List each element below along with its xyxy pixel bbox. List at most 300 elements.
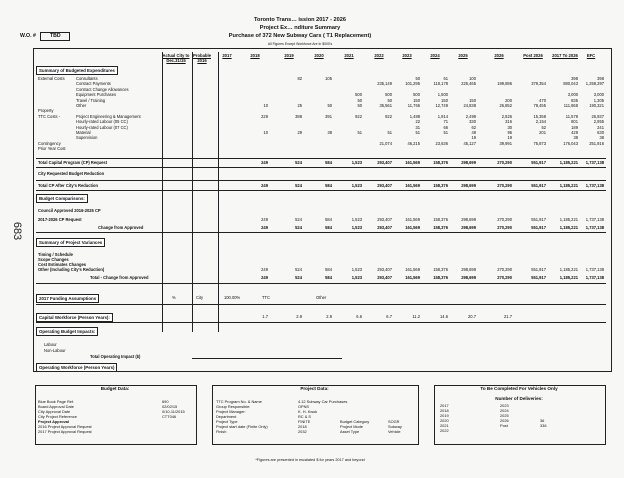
budget-data-value: 0/10-11/2015	[162, 409, 185, 414]
data-cell: 2,499	[465, 113, 476, 119]
grid-divider	[162, 52, 163, 332]
data-cell: 470	[539, 97, 546, 103]
data-cell: 500	[355, 92, 362, 98]
rule	[36, 304, 606, 305]
project-data-key: Department	[216, 414, 237, 419]
data-cell: 50	[327, 103, 332, 108]
data-cell: 24,838	[463, 103, 476, 108]
project-data-value: 2032	[298, 429, 307, 434]
data-cell: 1,500	[437, 92, 448, 98]
data-cell: 1,305	[593, 97, 604, 103]
section-operating-impacts: Operating Budget Impacts:	[36, 327, 98, 336]
budget-data-key: Board Approval Date	[38, 404, 74, 409]
project-extra-key: Asset Type	[340, 429, 360, 434]
data-cell: 293,407	[377, 225, 392, 230]
data-cell: 46,215	[407, 140, 420, 146]
data-cell: 21.7	[504, 314, 512, 319]
data-cell: 551,917	[531, 267, 546, 272]
project-data-key: Project Manager:	[216, 409, 246, 414]
data-cell: 45,127	[463, 140, 476, 146]
column-header: 2026	[494, 53, 504, 58]
delivery-year: 2017	[440, 403, 449, 408]
data-cell: 50	[387, 97, 392, 103]
data-cell: 71	[443, 119, 448, 125]
variance-label: Other (Including City's Reduction)	[38, 267, 105, 272]
column-header: EFC	[586, 53, 596, 58]
data-cell: 1,737,138	[585, 225, 604, 230]
expenditure-sheet	[33, 48, 612, 372]
delivery-count: 336	[540, 423, 547, 428]
column-header: 2022	[374, 53, 384, 58]
data-cell: 551,917	[531, 160, 546, 165]
data-cell: 551,917	[531, 217, 546, 222]
funding-other: Other	[316, 295, 327, 300]
delivery-year: 2023	[500, 403, 509, 408]
row-label: Consultants	[76, 76, 98, 81]
row-group-label: Prior Year Cost	[38, 146, 66, 152]
project-extra-value: SOGR	[388, 419, 400, 424]
data-cell: 293,407	[377, 267, 392, 272]
after-reduction-label: Total CP After City's Reduction	[38, 183, 99, 188]
side-handwritten-mark: 683	[11, 221, 24, 241]
data-cell: 1,523	[351, 160, 362, 165]
data-cell: 158,376	[433, 160, 448, 165]
data-cell: 225,465	[461, 81, 476, 87]
data-cell: 1,185,221	[559, 225, 578, 230]
header-line-3: Purchase of 372 New Subway Cars ( T1 Replacement)	[228, 33, 372, 39]
data-cell: 26,852	[499, 103, 512, 108]
data-cell: 10	[263, 130, 268, 135]
data-cell: 101,295	[405, 81, 420, 87]
row-label: Supervision	[76, 135, 98, 141]
row-label: Hourly-rated Labour (05 CC)	[76, 119, 128, 125]
vehicles-subtitle: Number of Deliveries:	[495, 396, 543, 401]
data-cell: 298,699	[461, 275, 476, 280]
budget-data-value: CTT046	[162, 414, 177, 419]
data-cell: 190,321	[589, 103, 604, 108]
budget-data-key: City Project Reference	[38, 414, 77, 419]
data-cell: 29	[297, 130, 302, 135]
data-cell: 21,074	[379, 140, 392, 146]
data-cell: 391	[325, 113, 332, 119]
data-cell: 249	[261, 160, 268, 165]
data-cell: 3,000	[593, 92, 604, 98]
column-header: 2020	[314, 53, 324, 58]
column-header: Actual City to Dec.31/15	[162, 53, 190, 63]
data-cell: 551,917	[531, 275, 546, 280]
data-cell: 584	[325, 267, 332, 272]
column-header: 2025	[458, 53, 468, 58]
data-cell: 229	[261, 113, 268, 119]
data-cell: 49	[471, 130, 476, 135]
variance-label: Scope Changes	[38, 257, 69, 262]
project-extra-value: Vehicle	[388, 429, 401, 434]
data-cell: 20.7	[468, 314, 476, 319]
data-cell: 161,569	[405, 183, 420, 188]
section-workforce: Capital Workforce (Person Years):	[36, 313, 113, 322]
data-cell: 111,868	[563, 103, 578, 108]
budget-data-key: Project Approval	[38, 419, 69, 424]
variance-total-label: Total - Change from Approved	[90, 275, 149, 280]
data-cell: 293,407	[377, 217, 392, 222]
row-group-label: Contingency	[38, 140, 61, 146]
data-cell: 298,699	[461, 217, 476, 222]
data-cell: 38	[599, 135, 604, 141]
wo-value-box: TBD	[40, 32, 70, 41]
section-funding: 2017 Funding Assumptions	[36, 294, 99, 303]
data-cell: 524	[295, 183, 302, 188]
data-cell: 11,766	[407, 103, 420, 108]
data-cell: 158,376	[433, 217, 448, 222]
project-data-key: Project Type	[216, 419, 238, 424]
data-cell: 379,354	[531, 81, 546, 87]
data-cell: 801	[571, 119, 578, 125]
data-cell: 524	[295, 160, 302, 165]
rule	[36, 158, 606, 159]
data-cell: 398	[597, 76, 604, 81]
data-cell: 398	[571, 76, 578, 81]
variance-label: Cost Estimates Changes	[38, 262, 87, 267]
data-cell: 1,185,221	[559, 217, 578, 222]
data-cell: 61	[443, 76, 448, 81]
data-cell: 161,569	[405, 267, 420, 272]
row-label: Project Engineering & Management	[76, 113, 141, 119]
data-cell: 249	[261, 225, 268, 230]
data-cell: 51	[357, 130, 362, 135]
data-cell: 241	[597, 124, 604, 130]
op-nonlabour-label: Non-Labour	[44, 348, 66, 353]
data-cell: 161,569	[405, 225, 420, 230]
data-cell: 1,523	[351, 225, 362, 230]
data-cell: 270,290	[497, 225, 512, 230]
data-cell: 298,699	[461, 160, 476, 165]
data-cell: 25	[297, 103, 302, 108]
grid-divider	[192, 52, 193, 332]
data-cell: 78,455	[533, 103, 546, 108]
row-label: Material	[76, 130, 91, 135]
data-cell: 551,917	[531, 183, 546, 188]
data-cell: 62	[471, 124, 476, 130]
column-header: 2024	[430, 53, 440, 58]
delivery-count: 36	[540, 418, 545, 423]
data-cell: 293,407	[377, 275, 392, 280]
op-labour-label: Labour	[44, 342, 57, 347]
data-cell: 31	[415, 124, 420, 130]
data-cell: 1,185,221	[559, 267, 578, 272]
data-cell: 6.6	[356, 314, 362, 319]
data-cell: 298,699	[461, 225, 476, 230]
wo-field	[20, 32, 70, 41]
row-label: Contract Change Allowances	[76, 86, 129, 92]
data-cell: 524	[295, 217, 302, 222]
project-data-value: 4.12 Subway Car Purchases	[298, 399, 348, 404]
budget-data-key: 2017 Project Approval Request	[38, 429, 92, 434]
section-project-variances: Summary of Project Variances	[36, 238, 105, 247]
data-cell: 249	[261, 275, 268, 280]
data-cell: 38	[327, 130, 332, 135]
data-cell: 584	[325, 160, 332, 165]
data-cell: 105	[325, 76, 332, 81]
data-cell: 330	[469, 119, 476, 125]
data-cell: 584	[325, 183, 332, 188]
data-cell: 150	[413, 97, 420, 103]
data-cell: 51	[387, 130, 392, 135]
data-cell: 50	[357, 103, 362, 108]
header-line-1: Toronto Trans… ission 2017 - 2026	[254, 17, 346, 23]
column-header: 2023	[402, 53, 412, 58]
data-cell: 158,376	[433, 267, 448, 272]
data-cell: 3,000	[567, 92, 578, 98]
data-cell: 1,737,138	[585, 217, 604, 222]
data-cell: 524	[295, 267, 302, 272]
data-cell: 96	[507, 130, 512, 135]
data-cell: 1.7	[262, 314, 268, 319]
section-summary: Summary of Budgeted Expenditures	[36, 66, 118, 75]
data-cell: 551,917	[531, 225, 546, 230]
row-group-label: TTC Costs -	[38, 113, 61, 119]
project-data-value: RC & S	[298, 414, 311, 419]
delivery-year: 2024	[500, 408, 509, 413]
section-op-workforce: Operating Workforce (Person Years)	[36, 363, 117, 372]
project-data-value: OPNS	[298, 404, 310, 409]
data-cell: 500	[413, 92, 420, 98]
data-cell: 500	[385, 92, 392, 98]
data-cell: 1,523	[351, 183, 362, 188]
data-cell: 51	[415, 130, 420, 135]
vehicles-panel	[434, 385, 606, 445]
data-cell: 249	[261, 183, 268, 188]
row-group-label: External Costs	[38, 76, 65, 81]
data-cell: 1,488	[409, 113, 420, 119]
op-total-label: Total Operating Impact ($)	[90, 354, 141, 359]
rule	[36, 167, 606, 168]
row-label: Travel / Training	[76, 97, 106, 103]
data-cell: 158,376	[433, 275, 448, 280]
column-header: 2018	[250, 53, 260, 58]
data-cell: 200	[505, 97, 512, 103]
data-cell: 1,914	[437, 113, 448, 119]
data-cell: 158,376	[433, 183, 448, 188]
data-cell: 52	[541, 124, 546, 130]
data-cell: 1,523	[351, 275, 362, 280]
data-cell: 15,358	[533, 113, 546, 119]
data-cell: 270,290	[497, 183, 512, 188]
data-cell: 1,737,138	[585, 183, 604, 188]
total-cp-label: Total Capital Program (CP) Request	[38, 160, 108, 165]
project-data-title: Project Data:	[300, 386, 329, 391]
data-cell: 26,937	[591, 113, 604, 119]
data-cell: 251,916	[589, 140, 604, 146]
grid-divider	[218, 52, 219, 332]
data-cell: 235,149	[377, 81, 392, 87]
data-cell: 161,569	[405, 275, 420, 280]
budget-data-value: 690	[162, 399, 169, 404]
column-header: 2017	[222, 53, 232, 58]
budget-data-key: City Approval Date	[38, 409, 71, 414]
data-cell: 524	[295, 275, 302, 280]
budget-data-key: Blue Book Page Ref.	[38, 399, 75, 404]
project-extra-key: Budget Category	[340, 419, 370, 424]
data-cell: 39,991	[499, 140, 512, 146]
data-cell: 922	[385, 113, 392, 119]
data-cell: 22	[415, 119, 420, 125]
data-cell: 1,737,138	[585, 267, 604, 272]
data-cell: 298,699	[461, 183, 476, 188]
data-cell: 12,749	[435, 103, 448, 108]
data-cell: 293,407	[377, 160, 392, 165]
data-cell: 922	[355, 113, 362, 119]
data-cell: 524	[295, 225, 302, 230]
funding-ttc: TTC	[262, 295, 270, 300]
data-cell: 189	[571, 124, 578, 130]
data-cell: 835	[571, 97, 578, 103]
data-cell: 270,290	[497, 217, 512, 222]
comparison-label: Council Approved 2016-2025 CP	[38, 208, 101, 213]
data-cell: 584	[325, 275, 332, 280]
budget-data-title: Budget Data:	[100, 386, 130, 391]
project-extra-key: Project Mode	[340, 424, 363, 429]
data-cell: 11.2	[412, 314, 420, 319]
data-cell: 150	[469, 97, 476, 103]
delivery-year: 2018	[440, 408, 449, 413]
project-data-panel	[212, 385, 419, 445]
delivery-year: 2020	[440, 418, 449, 423]
data-cell: 1,523	[351, 267, 362, 272]
column-header: 2017 To 2026	[552, 53, 578, 58]
data-cell: 201	[539, 130, 546, 135]
data-cell: 6.7	[386, 314, 392, 319]
city-reduction-label: City Requested Budget Reduction	[38, 171, 105, 176]
data-cell: 298,699	[461, 267, 476, 272]
delivery-year: 2021	[440, 423, 449, 428]
data-cell: 270,290	[497, 275, 512, 280]
delivery-year: 2026	[500, 418, 509, 423]
project-data-value: FINITE	[298, 419, 311, 424]
data-cell: 51	[443, 130, 448, 135]
delivery-year: 2025	[500, 413, 509, 418]
rule	[192, 358, 342, 359]
column-header: 2021	[344, 53, 354, 58]
data-cell: 158,376	[433, 225, 448, 230]
data-cell: 293,407	[377, 183, 392, 188]
data-cell: 2,826	[501, 113, 512, 119]
data-cell: 249	[261, 217, 268, 222]
data-cell: 11,578	[565, 113, 578, 119]
funding-city: City	[196, 295, 204, 300]
rule	[36, 180, 606, 181]
budget-data-key: 2016 Project Approval Request	[38, 424, 92, 429]
data-cell: 23,636	[435, 140, 448, 146]
wo-label: W.O. #	[20, 33, 36, 39]
rule	[36, 232, 606, 233]
data-cell: 2,154	[535, 119, 546, 125]
data-cell: 10	[263, 103, 268, 108]
header-line-2: Project Ex… nditure Summary	[259, 25, 341, 31]
project-data-key: Group Responsible:	[216, 404, 251, 409]
data-cell: 75,873	[533, 140, 546, 146]
data-cell: 35,561	[379, 103, 392, 108]
footnote: *Figures are presented in escalated $ for years 2017 and beyond	[255, 458, 365, 462]
funding-pct: %	[172, 295, 176, 300]
variance-label: Timing / Schedule	[38, 252, 73, 257]
document-header	[180, 16, 420, 48]
data-cell: 1,185,221	[559, 275, 578, 280]
vehicles-title: To Be Completed For Vehicles Only	[480, 386, 558, 391]
comparison-label: 2017-2026 CP Request	[38, 217, 82, 222]
rule	[36, 190, 606, 191]
delivery-year: 2022	[440, 428, 449, 433]
row-label: Equipment Purchases	[76, 92, 117, 98]
data-cell: 1,185,221	[559, 160, 578, 165]
data-cell: 270,290	[497, 160, 512, 165]
data-cell: 1,259,397	[585, 81, 604, 87]
project-extra-value: Subway	[388, 424, 402, 429]
budget-data-value: 02/02/15	[162, 404, 178, 409]
data-cell: 50	[415, 76, 420, 81]
column-header: Post 2026	[523, 53, 543, 58]
delivery-year: Post	[500, 423, 508, 428]
project-data-key: Finish	[216, 429, 227, 434]
row-label: Contract Payments	[76, 81, 111, 87]
data-cell: 14.6	[440, 314, 448, 319]
project-data-key: TTC Program No. & Name	[216, 399, 262, 404]
rule	[36, 283, 606, 284]
data-cell: 316	[505, 119, 512, 125]
data-cell: 1,185,221	[559, 183, 578, 188]
project-data-key: Project start date (Finite Only)	[216, 424, 268, 429]
column-header: Probable 2016	[193, 53, 211, 63]
data-cell: 429	[571, 130, 578, 135]
data-cell: 176,043	[563, 140, 578, 146]
data-cell: 2.9	[296, 314, 302, 319]
data-cell: 1,737,138	[585, 275, 604, 280]
data-cell: 249	[261, 267, 268, 272]
data-cell: 100	[469, 76, 476, 81]
data-cell: 19	[507, 135, 512, 141]
data-cell: 1,737,138	[585, 160, 604, 165]
row-group-label: Property	[38, 108, 54, 114]
data-cell: 630	[597, 130, 604, 135]
data-cell: 584	[325, 217, 332, 222]
funding-city-value: 100.00%	[224, 295, 241, 300]
rule	[36, 322, 606, 323]
row-label: Hourly-rated Labour (07 CC)	[76, 124, 128, 130]
section-budget-comparisons: Budget Comparisons:	[36, 194, 88, 203]
data-cell: 82	[297, 76, 302, 81]
data-cell: 66	[443, 124, 448, 130]
data-cell: 50	[357, 97, 362, 103]
data-cell: 199,886	[497, 81, 512, 87]
data-cell: 118,178	[433, 81, 448, 87]
data-cell: 270,290	[497, 267, 512, 272]
data-cell: 161,569	[405, 160, 420, 165]
data-cell: 880,043	[563, 81, 578, 87]
column-header: 2019	[284, 53, 294, 58]
data-cell: 38	[573, 135, 578, 141]
data-cell: 584	[325, 225, 332, 230]
delivery-year: 2019	[440, 413, 449, 418]
data-cell: 388	[295, 113, 302, 119]
data-cell: 2,955	[593, 119, 604, 125]
data-cell: 30	[507, 124, 512, 130]
data-cell: 1,523	[351, 217, 362, 222]
row-label: Other	[76, 103, 87, 108]
project-data-value: K. H. Kwok	[298, 409, 318, 414]
data-cell: 19	[471, 135, 476, 141]
project-data-value: 2018	[298, 424, 307, 429]
comparison-label: Change from Approved	[98, 225, 144, 230]
header-note: All Figures Except Workforce Are In $000's	[267, 42, 333, 46]
